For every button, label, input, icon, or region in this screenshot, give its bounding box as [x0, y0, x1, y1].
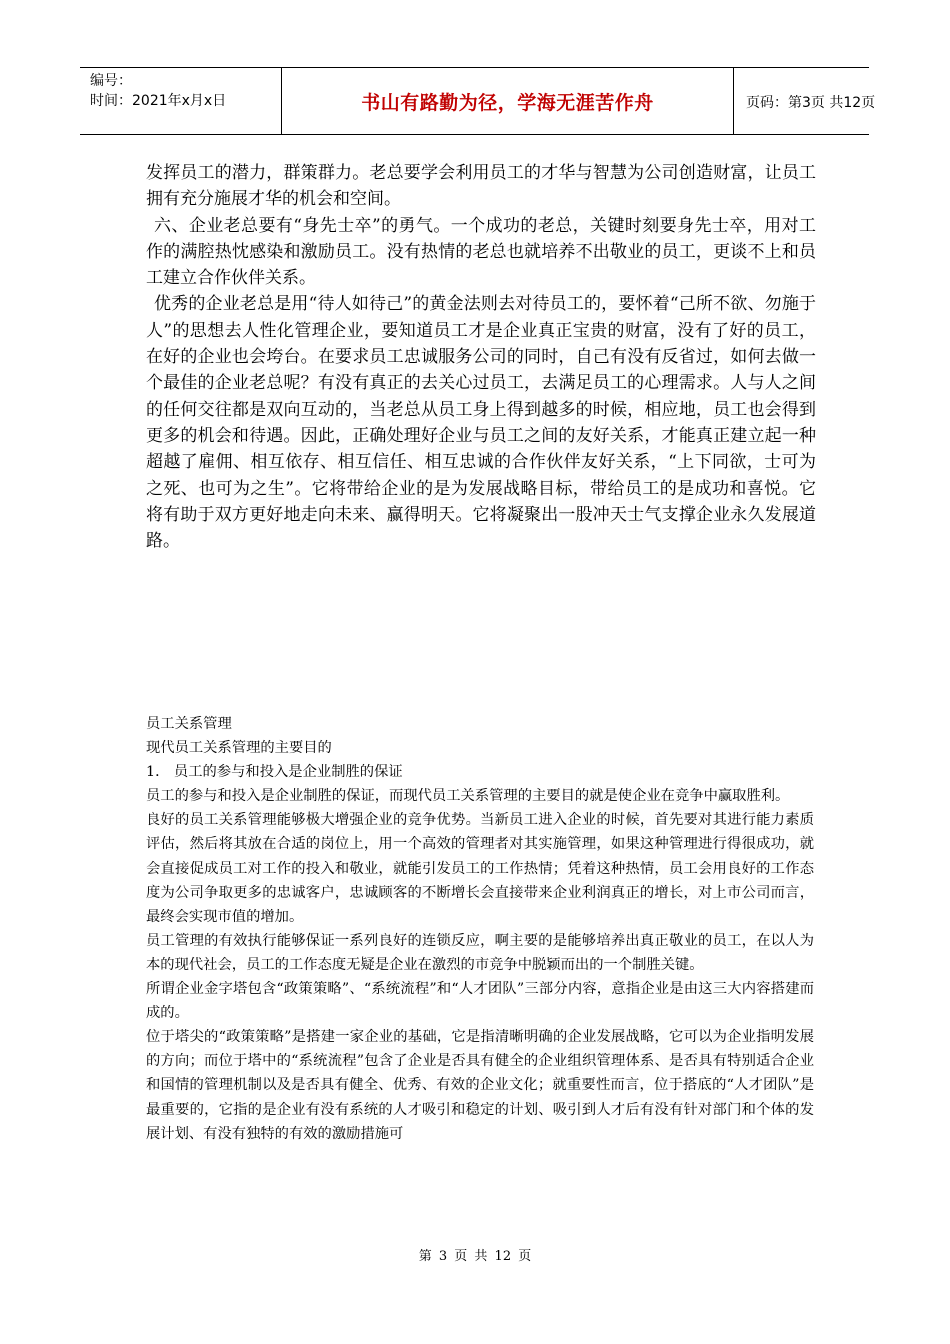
body-paragraph: 位于塔尖的“政策策略”是搭建一家企业的基础，它是指清晰明确的企业发展战略，它可以为企业指明发展的方向；而位于塔中的“系统流程”包含了企业是否具有健全的企业组织管理体系、是否具有特别适合企业和国情的管理机制以及是否具有健全、优秀、有效的企业文化；就重要性而言，位于搭底的“人才团队”是最重要的，它指的是企业有没有系统的人才吸引和稳定的计划、吸引到人才后有没有针对部门和个体的发展计划、有没有独特的有效的激励措施可 [146, 1029, 814, 1142]
body-paragraph: 优秀的企业老总是用“待人如待己”的黄金法则去对待员工的，要怀着“己所不欲、勿施于人”的思想去人性化管理企业，要知道员工才是企业真正宝贵的财富，没有了好的员工，在好的企业也会垮台。在要求员工忠诚服务公司的同时，自己有没有反省过，如何去做一个最佳的企业老总呢？有没有真正的去关心过员工，去满足员工的心理需求。人与人之间的任何交往都是双向互动的，当老总从员工身上得到越多的时候，相应地，员工也会得到更多的机会和待遇。因此，正确处理好企业与员工之间的友好关系，才能真正建立起一种超越了雇佣、相互依存、相互信任、相互忠诚的合作伙伴友好关系，“上下同欲，士可为之死、也可为之生”。它将带给企业的是为发展战略目标，带给员工的是成功和喜悦。它将有助于双方更好地走向未来、赢得明天。它将凝聚出一股冲天士气支撑企业永久发展道路。 [146, 294, 816, 552]
body-paragraph: 发挥员工的潜力，群策群力。老总要学会利用员工的才华与智慧为公司创造财富，让员工拥有充分施展才华的机会和空间。 [146, 163, 816, 210]
header-motto: 书山有路勤为径，学海无涯苦作舟 [361, 92, 654, 114]
section-title: 员工关系管理 [146, 716, 232, 732]
header-table [80, 67, 876, 135]
body-paragraph: 员工管理的有效执行能够保证一系列良好的连锁反应，啊主要的是能够培养出真正敬业的员工，在以人为本的现代社会，员工的工作态度无疑是企业在激烈的市竞争中脱颖而出的一个制胜关键。 [146, 932, 814, 973]
body-paragraph: 六、企业老总要有“身先士卒”的勇气。一个成功的老总，关键时刻要身先士卒，用对工作的满腔热忱感染和激励员工。没有热情的老总也就培养不出敬业的员工，更谈不上和员工建立合作伙伴关系。 [146, 215, 816, 289]
header-page-cell [734, 68, 876, 134]
header-meta-cell [80, 68, 282, 134]
body-paragraph: 良好的员工关系管理能够极大增强企业的竞争优势。当新员工进入企业的时候，首先要对其进行能力素质评估，然后将其放在合适的岗位上，用一个高效的管理者对其实施管理，如果这种管理进行得很成功，就会直接促成员工对工作的投入和敬业，就能引发员工的工作热情；凭着这种热情，员工会用良好的工作态度为公司争取更多的忠诚客户，忠诚顾客的不断增长会直接带来企业利润真正的增长，对上市公司而言，最终会实现市值的增加。 [146, 812, 814, 925]
header-motto-cell [282, 68, 734, 134]
body-paragraph: 员工的参与和投入是企业制胜的保证，而现代员工关系管理的主要目的就是使企业在竞争中赢取胜利。 [146, 788, 790, 805]
header-page-info: 页码：第3页 共12页 [746, 95, 876, 111]
page-footer: 第 3 页 共 12 页 [418, 1249, 532, 1264]
item-heading: 1． 员工的参与和投入是企业制胜的保证 [146, 764, 403, 781]
body-section-employee-relations [146, 712, 814, 1146]
document-number-label: 编号： [90, 73, 132, 89]
document-date-label: 时间：2021年x月x日 [90, 93, 227, 109]
body-paragraph: 所谓企业金字塔包含“政策策略”、“系统流程”和“人才团队”三部分内容，意指企业是由这三大内容搭建而成的。 [146, 981, 814, 1022]
section-subtitle: 现代员工关系管理的主要目的 [146, 740, 332, 757]
body-section-continuation [146, 160, 816, 554]
